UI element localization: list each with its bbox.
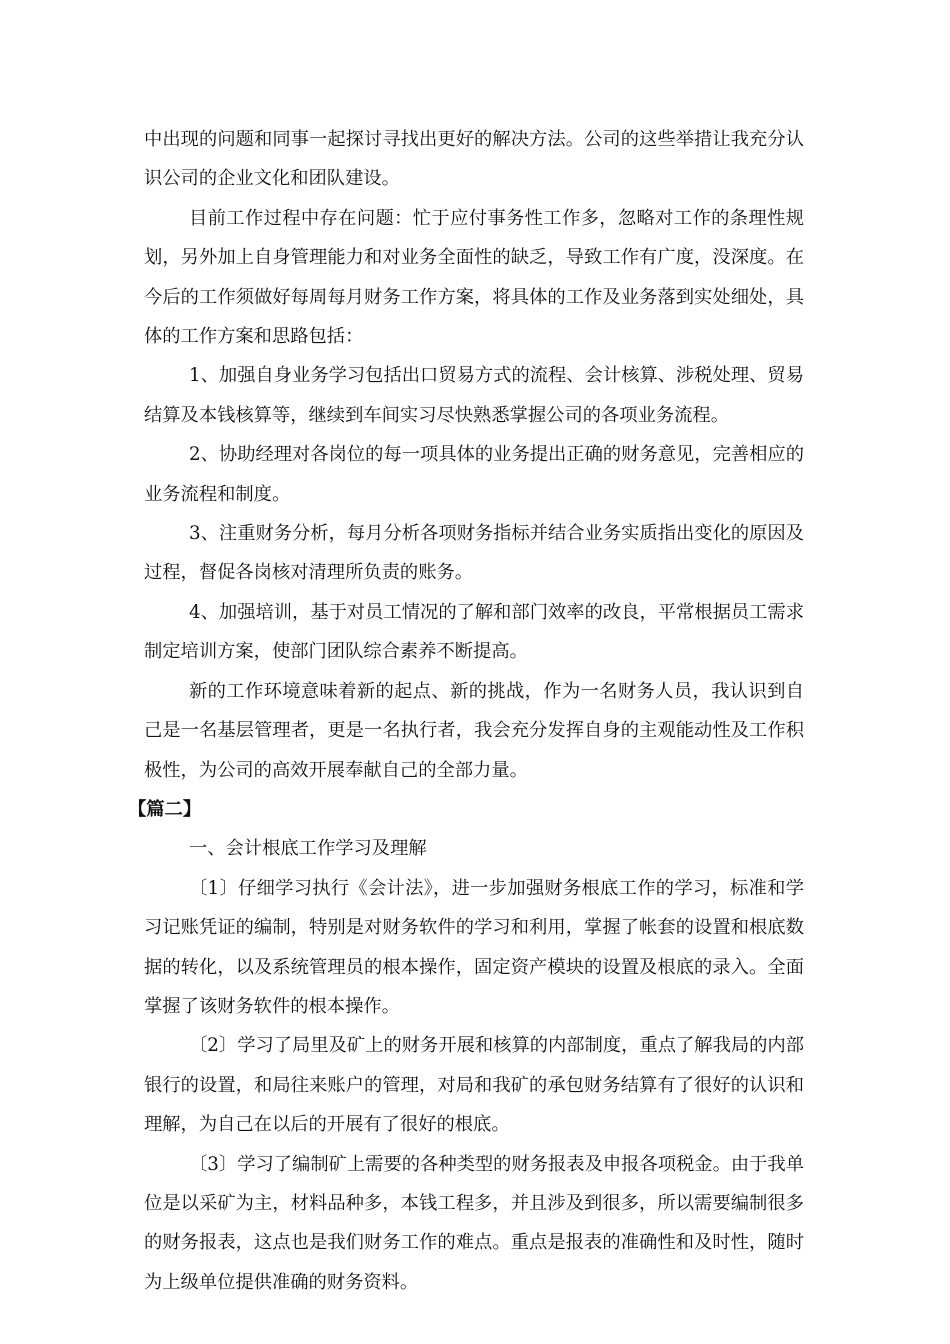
paragraph-item-4: 4、加强培训，基于对员工情况的了解和部门效率的改良，平常根据员工需求制定培训方案，使部门团队综合素养不断提高。 — [144, 601, 804, 663]
paragraph-item-3: 3、注重财务分析，每月分析各项财务指标并结合业务实质指出变化的原因及过程，督促各岗核对清理所负责的账务。 — [144, 523, 804, 584]
paragraph-item-1: 1、加强自身业务学习包括出口贸易方式的流程、会计核算、涉税处理、贸易结算及本钱核算等，继续到车间实习尽快熟悉掌握公司的各项业务流程。 — [144, 365, 804, 426]
section-heading: 【篇二】 — [128, 798, 202, 820]
paragraph-conclusion: 新的工作环境意味着新的起点、新的挑战，作为一名财务人员，我认识到自己是一名基层管理者，更是一名执行者，我会充分发挥自身的主观能动性及工作积极性，为公司的高效开展奉献自己的全部力量。 — [144, 680, 804, 781]
section-subheading: 一、会计根底工作学习及理解 — [189, 838, 427, 860]
section-paragraph-3: 〔3〕学习了编制矿上需要的各种类型的财务报表及申报各项税金。由于我单位是以采矿为主，材料品种多，本钱工程多，并且涉及到很多，所以需要编制很多的财务报表，这点也是我们财务工作的难点。重点是报表的准确性和及时性，随时为上级单位提供准确的财务资料。 — [144, 1153, 804, 1293]
paragraph-continued: 中出现的问题和同事一起探讨寻找出更好的解决方法。公司的这些举措让我充分认识公司的企业文化和团队建设。 — [144, 129, 804, 190]
paragraph-problems: 目前工作过程中存在问题：忙于应付事务性工作多，忽略对工作的条理性规划，另外加上自身管理能力和对业务全面性的缺乏，导致工作有广度，没深度。在今后的工作须做好每周每月财务工作方案，将具体的工作及业务落到实处细处，具体的工作方案和思路包括： — [144, 207, 804, 348]
section-paragraph-2: 〔2〕学习了局里及矿上的财务开展和核算的内部制度，重点了解我局的内部银行的设置，和局往来账户的管理，对局和我矿的承包财务结算有了很好的认识和理解，为自己在以后的开展有了很好的根底。 — [144, 1035, 804, 1136]
document-body — [128, 120, 804, 1302]
section-paragraph-1: 〔1〕仔细学习执行《会计法》，进一步加强财务根底工作的学习，标准和学习记账凭证的编制，特别是对财务软件的学习和利用，掌握了帐套的设置和根底数据的转化，以及系统管理员的根本操作，固定资产模块的设置及根底的录入。全面掌握了该财务软件的根本操作。 — [144, 877, 804, 1017]
paragraph-item-2: 2、协助经理对各岗位的每一项具体的业务提出正确的财务意见，完善相应的业务流程和制度。 — [144, 444, 804, 505]
